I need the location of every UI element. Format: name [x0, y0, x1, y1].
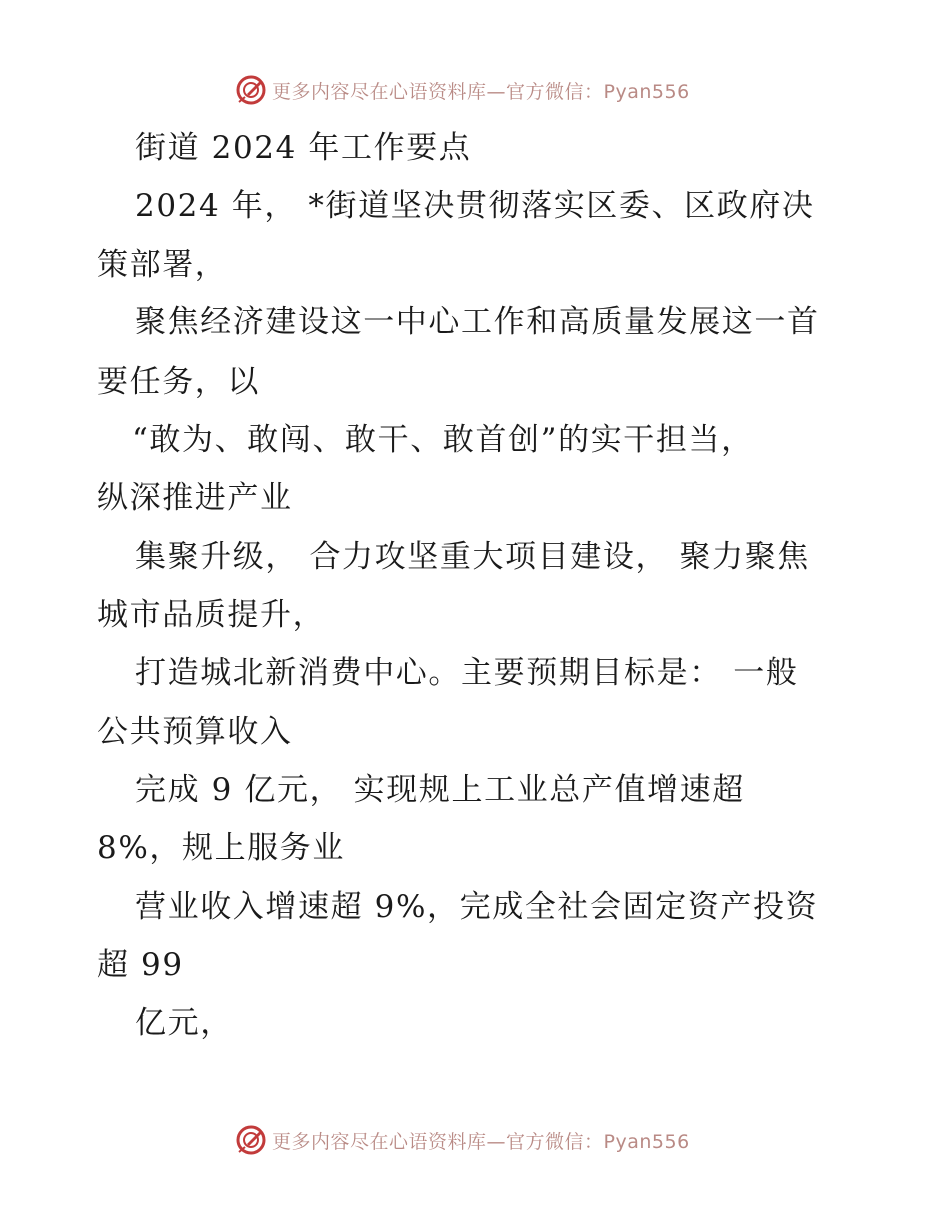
footer-watermark	[234, 1123, 690, 1157]
paragraph-line: 营业收入增速超 9%，完成全社会固定资产投资	[135, 889, 819, 925]
paragraph-line: 策部署，	[97, 247, 228, 283]
pen-logo-icon	[234, 1123, 268, 1157]
paragraph-line: 聚焦经济建设这一中心工作和高质量发展这一首	[135, 304, 820, 340]
paragraph-line: 纵深推进产业	[97, 480, 293, 516]
paragraph-line: 公共预算收入	[97, 714, 293, 750]
paragraph-line: 8%，规上服务业	[97, 830, 345, 866]
watermark-text: 更多内容尽在心语资料库—官方微信：Pyan556	[272, 80, 690, 103]
paragraph-line: 要任务，以	[97, 364, 260, 400]
document-title: 街道 2024 年工作要点	[135, 130, 472, 166]
paragraph-line: 集聚升级， 合力攻坚重大项目建设， 聚力聚焦	[135, 539, 810, 575]
paragraph-line: 完成 9 亿元， 实现规上工业总产值增速超	[135, 772, 745, 808]
paragraph-line: 2024 年， *街道坚决贯彻落实区委、区政府决	[135, 188, 815, 224]
paragraph-line: 超 99	[97, 947, 184, 983]
paragraph-line: 城市品质提升，	[97, 597, 326, 633]
paragraph-line: “敢为、敢闯、敢干、敢首创”的实干担当，	[132, 422, 754, 458]
paragraph-line: 打造城北新消费中心。主要预期目标是： 一般	[135, 655, 799, 691]
paragraph-line: 亿元，	[135, 1005, 233, 1041]
watermark-text: 更多内容尽在心语资料库—官方微信：Pyan556	[272, 1130, 690, 1153]
